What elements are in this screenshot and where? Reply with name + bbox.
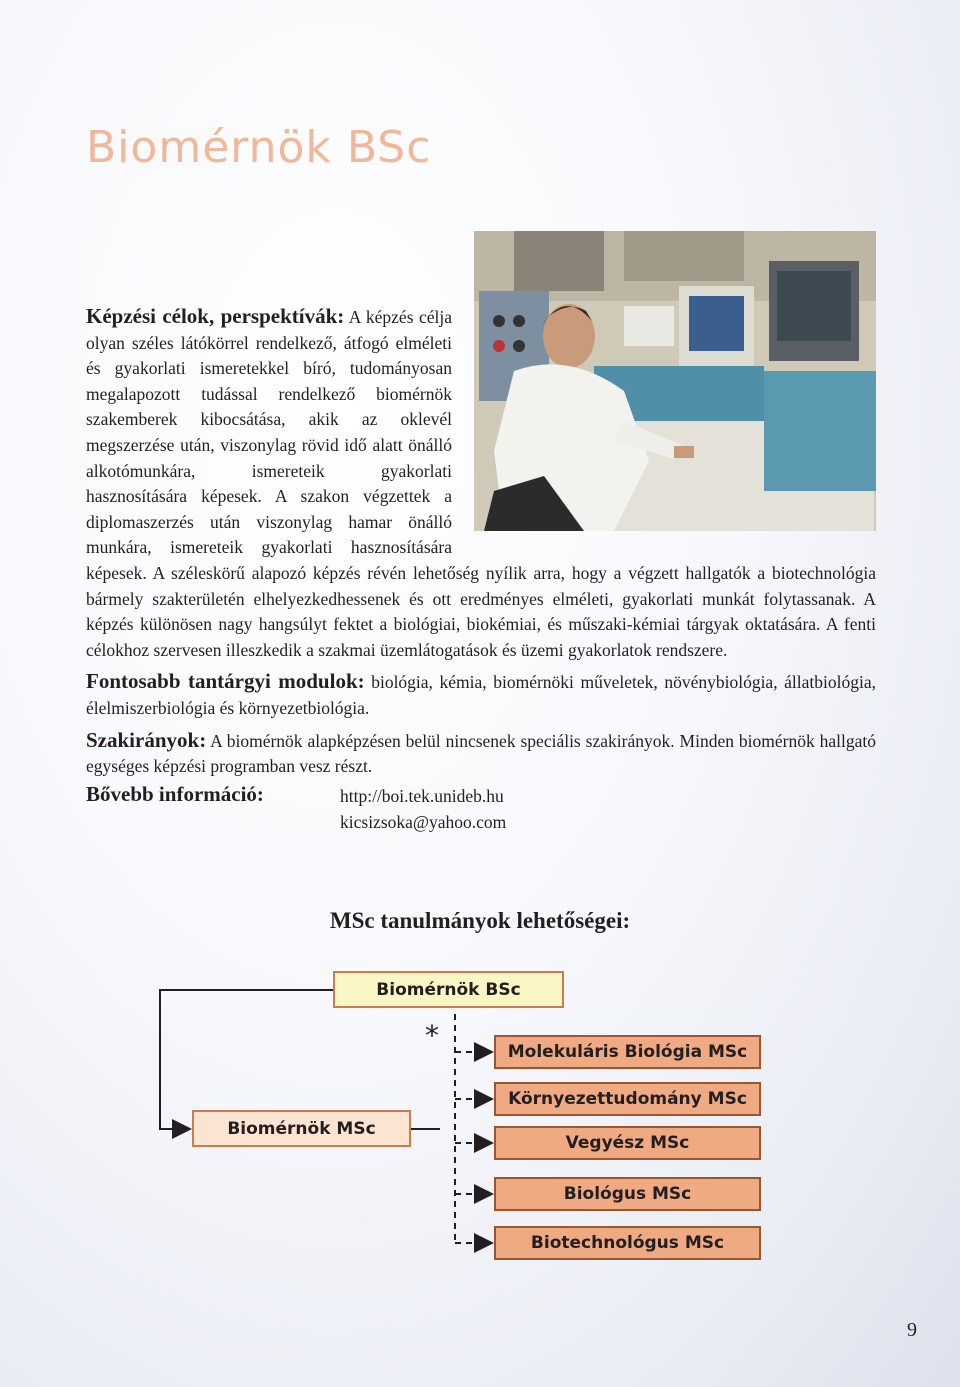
asterisk-mark: * [425, 1019, 439, 1052]
page-title: Biomérnök BSc [86, 122, 432, 173]
page-number: 9 [907, 1319, 917, 1341]
goals-paragraph [86, 304, 876, 663]
bsc-to-msc-connector [160, 990, 333, 1129]
info-email-link[interactable]: kicsizsoka@yahoo.com [340, 811, 507, 832]
goals-text: A képzés célja olyan széles látókörrel rendelkező, átfogó elméleti és gyakorlati ismeretekkel bíró, tudományosan megalapozott tudással rendelkező biomérnök szakemberek kibocsátása, akik az oklevél megszerzése után, viszonylag rövid idő alatt önálló alkotómunkára, ismereteik gyakorlati hasznosítására képesek. A szakon végzettek a diplomaszerzés után viszonylag hamar önálló munkára, ismereteik gyakorlati hasznosítására képesek. A széleskörű alapozó képzés révén lehetőség nyílik arra, hogy a végzett hallgatók a biotechnológia bármely szakterületén elhelyezkedhessenek és ott eredményes elméleti, gyakorlati munkát folytassanak. A képzés különösen nagy hangsúlyt fektet a biológiai, biokémiai, és műszaki-kémiai tárgyak oktatására. A fenti célokhoz szervesen illeszkedik a szakmai üzemlátogatások és üzemi gyakorlatok rendszere. [86, 307, 876, 660]
info-block [86, 782, 876, 834]
specializations-paragraph [86, 728, 876, 780]
main-msc-box: Biomérnök MSc [192, 1110, 411, 1147]
connector-lines [160, 990, 440, 1129]
msc-option-box: Biotechnológus MSc [494, 1226, 761, 1260]
specializations-heading: Szakirányok: [86, 727, 207, 752]
photo-spacer [476, 304, 876, 549]
source-bsc-box: Biomérnök BSc [333, 971, 564, 1008]
specializations-text: A biomérnök alapképzésen belül nincsenek speciális szakirányok. Minden biomérnök hallgató egységes képzési programban vesz részt. [86, 730, 876, 777]
info-heading: Bővebb információ: [86, 781, 264, 806]
msc-section-title: MSc tanulmányok lehetőségei: [329, 908, 631, 933]
msc-option-box: Molekuláris Biológia MSc [494, 1035, 761, 1069]
msc-option-box: Környezettudomány MSc [494, 1082, 761, 1116]
msc-option-box: Vegyész MSc [494, 1126, 761, 1160]
dashed-connectors [455, 1014, 492, 1243]
modules-text: biológia, kémia, biomérnöki műveletek, növénybiológia, állatbiológia, élelmiszerbiológia és környezetbiológia. [86, 672, 876, 718]
msc-option-box: Biológus MSc [494, 1177, 761, 1211]
modules-heading: Fontosabb tantárgyi modulok: [86, 669, 365, 694]
body-text [86, 304, 876, 834]
goals-heading: Képzési célok, perspektívák: [86, 304, 345, 328]
info-url-link[interactable]: http://boi.tek.unideb.hu [340, 785, 504, 806]
modules-paragraph [86, 669, 876, 721]
